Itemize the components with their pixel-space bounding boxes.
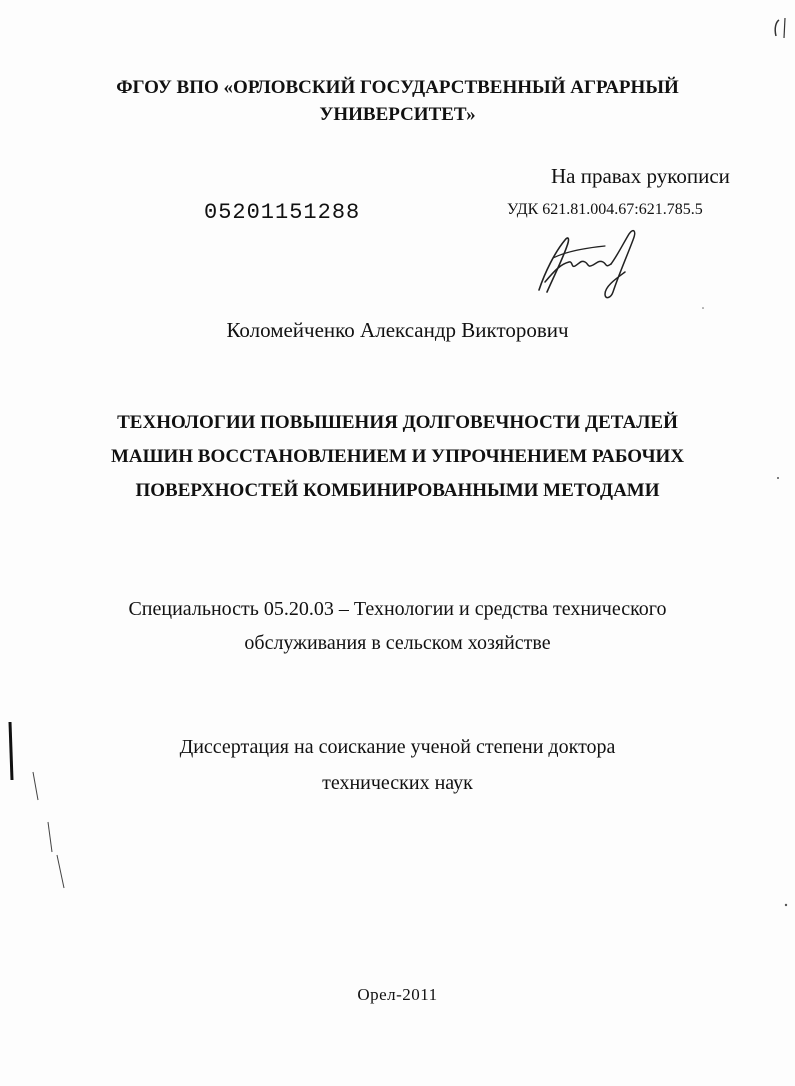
specialty-line-2: обслуживания в сельском хозяйстве	[244, 632, 551, 654]
specialty-line-1: Специальность 05.20.03 – Технологии и средства технического	[128, 598, 667, 620]
organization-line-2: УНИВЕРСИТЕТ»	[319, 104, 476, 125]
udk-code: УДК 621.81.004.67:621.785.5	[507, 201, 703, 218]
city-year: Орел-2011	[357, 985, 438, 1004]
organization-header	[0, 74, 795, 128]
degree-line-1: Диссертация на соискание ученой степени доктора	[179, 736, 616, 758]
margin-scratch	[48, 822, 52, 852]
manuscript-rights-label: На правах рукописи	[551, 164, 730, 188]
author-name: Коломейченко Александр Викторович	[226, 318, 569, 342]
title-line-1: ТЕХНОЛОГИИ ПОВЫШЕНИЯ ДОЛГОВЕЧНОСТИ ДЕТАЛЕЙ	[117, 412, 678, 433]
organization-line-1: ФГОУ ВПО «ОРЛОВСКИЙ ГОСУДАРСТВЕННЫЙ АГРАРНЫЙ	[116, 77, 679, 98]
specialty	[0, 592, 795, 660]
title-line-3: ПОВЕРХНОСТЕЙ КОМБИНИРОВАННЫМИ МЕТОДАМИ	[135, 480, 660, 501]
margin-scratch	[57, 855, 64, 888]
corner-mark-tick	[784, 18, 785, 38]
dust-speck	[785, 904, 787, 906]
dust-speck	[702, 307, 704, 309]
dissertation-title	[0, 406, 795, 508]
registration-number-stamp: 05201151288	[204, 200, 361, 225]
author-signature	[525, 222, 650, 302]
degree-line-2: технических наук	[322, 772, 473, 794]
corner-mark	[775, 20, 779, 36]
title-line-2: МАШИН ВОССТАНОВЛЕНИЕМ И УПРОЧНЕНИЕМ РАБОЧИХ	[110, 446, 685, 467]
degree-statement	[0, 729, 795, 801]
